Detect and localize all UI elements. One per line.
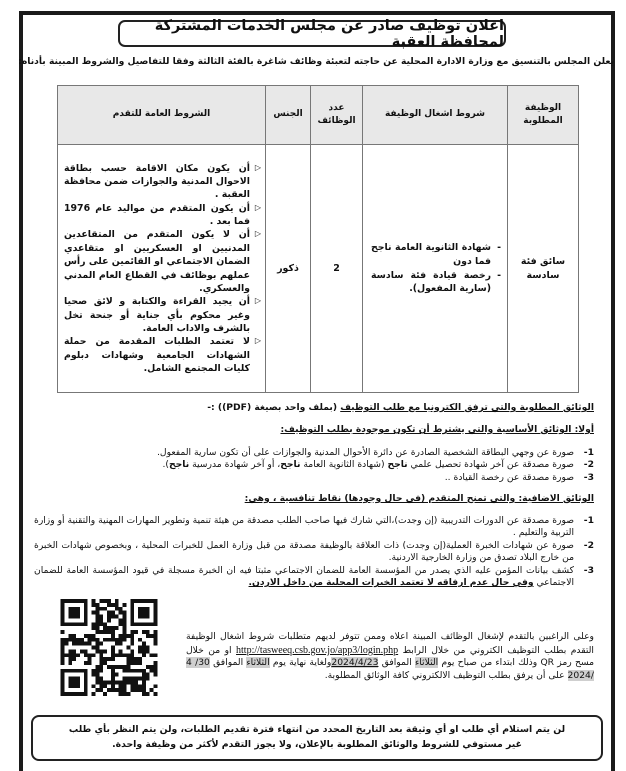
extra-docs-list xyxy=(34,515,594,590)
general-conditions-list xyxy=(64,162,261,376)
basic-doc-item: 1- صورة عن وجهي البطاقة الشخصية الصادرة عن دائرة الأحوال المدنية والجوازات على أن تكون سارية المفعول. xyxy=(157,447,594,458)
qr-code-icon[interactable] xyxy=(56,599,162,696)
general-condition-item: ▷ لا تعتمد الطلبات المقدمة من حملة الشهادات الجامعية وشهادات دبلوم كليات المجتمع الشامل. xyxy=(64,336,261,374)
header-job: الوظيفة المطلوبة xyxy=(508,86,579,145)
extra-docs-heading: الوثائق الاضافية: والتي تمنح المتقدم (في حال وجودها) نقاط تنافسية ، وهي: xyxy=(244,493,594,504)
cell-job-conditions xyxy=(363,145,508,393)
application-link[interactable]: http://tasweeq.csb.gov.jo/app3/login.php xyxy=(236,644,399,656)
basic-doc-item: 3- صورة مصدقة عن رخصة القيادة .. xyxy=(444,471,594,483)
cell-job xyxy=(508,145,579,393)
basic-doc-item: 2- صورة مصدقة عن آخر شهادة تحصيل علمي ناجح (شهادة الثانوية العامة ناجح، أو آخر شهادة مدرسية ناجح). xyxy=(162,459,594,471)
required-docs-heading: الوثائق المطلوبة والتي ترفق الكترونيا مع طلب التوظيف (بملف واحد بصيغة (PDF)) :- xyxy=(207,402,594,413)
header-gender: الجنس xyxy=(266,86,311,145)
extra-doc-item: 2- صورة عن شهادات الخبرة العملية(إن وجدت) ذات العلاقة بالوظيفة مصدقة من قبل وزارة العمل للخبرات المحلية ، وبخصوص شهادات الخبرة من خارج البلاد تصدق من وزارة الخارجية الاردنية. xyxy=(34,539,594,564)
closing-notice: لن يتم استلام أي طلب او أي وثيقة بعد التاريخ المحدد من انتهاء فترة تقديم الطلبات، ولن يتم النظر بأي طلب غير مستوفي للشروط والوثائق المطلوبة بالإعلان، ولا يجوز التقدم لأكثر من وظيفة واحدة. xyxy=(31,715,603,761)
job-title: سائق فئة سادسة xyxy=(520,256,566,281)
table-row xyxy=(58,145,579,393)
extra-doc-item: 1- صورة مصدقة عن الدورات التدريبية (إن وجدت)،التي شارك فيها صاحب الطلب مصدقة من هيئة تنمية وتطوير المهارات المهنية والتقنية أو وزارة التربية والتعليم . xyxy=(34,515,594,539)
general-condition-item: ▷ أن يجيد القراءة والكتابة و لائق صحيا وغير محكوم بأي جناية أو جنحة تخل بالشرف والاداب العامة. xyxy=(64,296,261,334)
arrow-bullet-icon: ▷ xyxy=(254,336,261,346)
general-condition-item: ▷ أن يكون المتقدم من مواليد عام 1976 فما بعد . xyxy=(64,202,261,228)
arrow-bullet-icon: ▷ xyxy=(254,296,261,306)
start-day: الثلاثاء xyxy=(414,657,439,669)
title-text: اعلان توظيف صادر عن مجلس الخدمات المشتركة لمحافظة العقبة xyxy=(154,17,504,50)
extra-doc-item: 3- كشف بيانات المؤمن عليه الذي يصدر من المؤسسة العامة للضمان الاجتماعي مثبتا فيه ان الخبرة مسجلة في قيود المؤسسة العامة للضمان الاجتماعي وفي حال عدم ارفاقه لا تعتمد الخبرات المحلية من داخل الاردن. xyxy=(34,564,594,589)
basic-docs-heading: أولا: الوثائق الأساسية والتي يشترط أن تكون موجودة بطلب التوظيف: xyxy=(280,424,594,435)
arrow-bullet-icon: ▷ xyxy=(254,162,261,172)
announcement-title xyxy=(118,17,506,50)
intro-paragraph: يعلن المجلس بالتنسيق مع وزارة الادارة المحلية عن حاجته لتعبئة وظائف شاغرة بالفئة الثالثة وفقا للتفاصيل والشروط المبينة بأدناه: xyxy=(18,56,614,67)
job-condition-item: - رخصة قيادة فئة سادسة (سارية المفعول). xyxy=(371,269,501,296)
end-date: 30/ 4 /2024 xyxy=(186,657,594,682)
end-day: الثلاثاء xyxy=(246,657,270,669)
apply-instructions: وعلى الراغبين بالتقدم لإشغال الوظائف المبينة اعلاه وممن تتوفر لديهم متطلبات شروط اشغال الوظيفة التقدم بطلب التوظيف الكتروني من خلال الرابط http://tasweeq.csb.gov.jo/app3/login.php او من خلال مسح رمز QR وذلك ابتداء من صباح يوم الثلاثاء الموافق 2024/4/23ولغاية نهاية يوم الثلاثاء الموافق 30/ 4 /2024 على أن يرفق بطلب التوظيف الالكتروني كافة الوثائق المطلوبة. xyxy=(186,631,594,682)
start-date: 2024/4/23 xyxy=(331,657,379,669)
header-job-conditions: شروط اشغال الوظيفة xyxy=(363,86,508,145)
job-conditions-list xyxy=(371,241,501,296)
arrow-bullet-icon: ▷ xyxy=(254,229,261,239)
general-condition-item: ▷ أن يكون مكان الاقامة حسب بطاقة الاحوال المدنية والجوازات ضمن محافظة العقبة . xyxy=(64,162,261,201)
job-condition-item: - شهادة الثانوية العامة ناجح فما دون xyxy=(371,241,501,268)
basic-docs-list xyxy=(34,447,594,484)
arrow-bullet-icon: ▷ xyxy=(254,202,261,212)
table-header-row xyxy=(58,86,579,145)
general-condition-item: ▷ أن لا يكون المتقدم من المتقاعدين المدنيين او العسكريين او متقاعدي الضمان الاجتماعي او القائمين على رأس عملهم بوظائف في القطاع العام المدني والعسكري. xyxy=(64,229,261,294)
header-general-conditions: الشروط العامة للتقدم xyxy=(58,86,266,145)
cell-gender: ذكور xyxy=(266,145,311,393)
header-count: عدد الوظائف xyxy=(311,86,363,145)
cell-general-conditions xyxy=(58,145,266,393)
cell-count: 2 xyxy=(311,145,363,393)
jobs-table xyxy=(57,85,579,393)
